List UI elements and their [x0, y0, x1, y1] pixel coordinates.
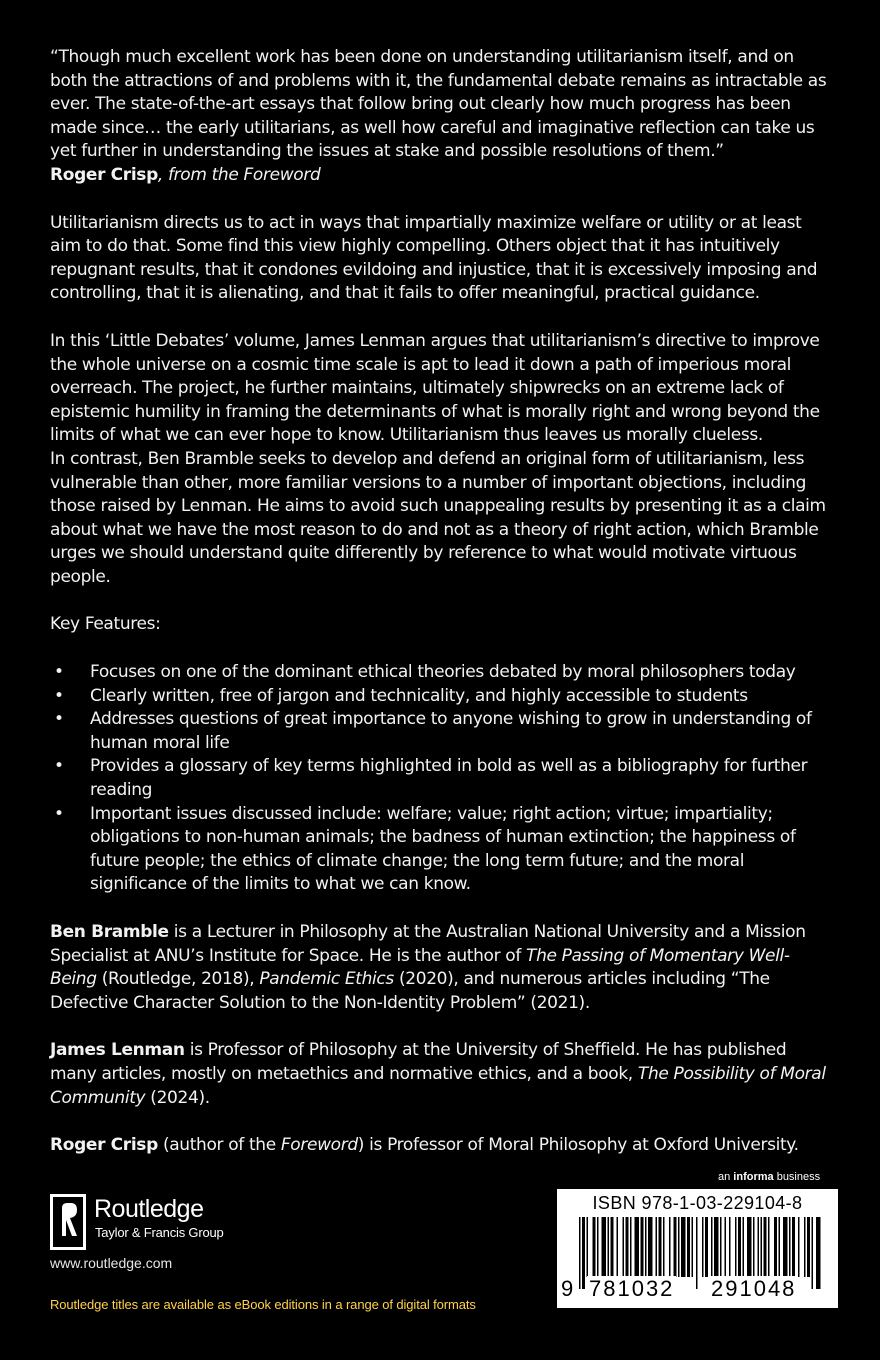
- publisher-website[interactable]: www.routledge.com: [50, 1255, 173, 1271]
- foreword-word: Foreword: [280, 1135, 358, 1156]
- barcode-bar: [705, 1217, 708, 1277]
- barcode-bar: [758, 1217, 760, 1277]
- barcode-bar: [641, 1217, 644, 1277]
- isbn-barcode: [557, 1189, 838, 1308]
- barcode-bar: [635, 1217, 640, 1277]
- barcode-bar: [738, 1217, 741, 1277]
- foreword-quote: [50, 46, 836, 188]
- book-title: Pandemic Ethics: [259, 969, 394, 990]
- barcode-bar: [626, 1217, 629, 1277]
- barcode-bar: [735, 1217, 737, 1277]
- barcode-bar: [747, 1217, 752, 1277]
- routledge-logo: [50, 1192, 280, 1252]
- barcode-bar: [611, 1217, 614, 1277]
- barcode-bar: [617, 1217, 619, 1277]
- quote-source: , from the Foreword: [157, 164, 321, 185]
- quote-author: Roger Crisp: [50, 164, 158, 185]
- publisher-name: Routledge: [94, 1195, 204, 1223]
- bullet-icon: •: [54, 685, 64, 706]
- barcode-bar: [663, 1217, 665, 1277]
- barcode-bar: [602, 1217, 607, 1277]
- feature-text: Important issues discussed include: welfare; value; right action; virtue; impartiality; obligations to non-human animals; the badness of human extinction; the happiness of future people; the ethics of climate change; the long term future; and the moral significance of the limits to what we can know.: [90, 803, 796, 895]
- barcode-bar: [729, 1217, 731, 1277]
- lenman-name: James Lenman: [50, 1040, 185, 1061]
- barcode-bar: [648, 1217, 653, 1277]
- barcode-bar: [792, 1217, 795, 1277]
- bullet-icon: •: [54, 756, 64, 777]
- bullet-icon: •: [54, 662, 64, 683]
- barcode-bar: [623, 1217, 625, 1277]
- crisp-name: Roger Crisp: [50, 1135, 158, 1156]
- intro-paragraph: Utilitarianism directs us to act in ways that impartially maximize welfare or utility or at least aim to do that. Some find this view highly compelling. Others object that it has intuitively repugnant results, that it condones evildoing and injustice, that it is excessively imposing and controlling, that it is alienating, and that it fails to offer meaningful, practical guidance.: [50, 212, 818, 304]
- barcode-bar: [678, 1217, 680, 1277]
- list-item: [50, 755, 836, 802]
- barcode-bar: [804, 1217, 806, 1277]
- book-title: The Possibility of Moral Community: [50, 1063, 826, 1108]
- routledge-emblem-icon: [50, 1194, 86, 1250]
- barcode-bar: [761, 1217, 763, 1277]
- barcode-bar: [669, 1217, 671, 1277]
- key-features-list: [50, 661, 836, 897]
- feature-text: Addresses questions of great importance to anyone wishing to grow in understanding of human moral life: [90, 709, 812, 753]
- publisher-group: Taylor & Francis Group: [95, 1225, 224, 1240]
- barcode-bar: [743, 1217, 745, 1277]
- barcode-bar: [725, 1217, 727, 1277]
- barcode-bar: [720, 1217, 722, 1277]
- barcode-bar: [608, 1217, 610, 1277]
- bramble-name: Ben Bramble: [50, 922, 169, 942]
- barcode-bar: [789, 1217, 791, 1277]
- feature-text: Focuses on one of the dominant ethical theories debated by moral philosophers today: [90, 662, 796, 683]
- feature-text: Provides a glossary of key terms highlighted in bold as well as a bibliography for further reading: [90, 756, 808, 801]
- barcode-left-digits: 781032: [589, 1276, 675, 1301]
- barcode-bar: [597, 1217, 599, 1277]
- barcode-bar: [659, 1217, 662, 1277]
- barcode-bar: [674, 1217, 677, 1277]
- barcode-bar: [753, 1217, 755, 1277]
- lenman-bio: James Lenman is Professor of Philosophy at the University of Sheffield. He has published many articles, mostly on metaethics and normative ethics, and a book, The Possibility of Moral Community (2024).: [50, 1040, 826, 1108]
- list-item: [50, 661, 836, 685]
- bullet-icon: •: [54, 803, 64, 824]
- barcode-bar: [768, 1217, 770, 1277]
- barcode-right-digits: 291048: [711, 1276, 797, 1301]
- barcode-bar: [692, 1217, 694, 1277]
- back-cover-text: [50, 46, 836, 1158]
- barcode-bar: [807, 1217, 810, 1277]
- bramble-summary: In contrast, Ben Bramble seeks to develop and defend an original form of utilitarianism, less vulnerable than other, more familiar versions to a number of important objections, including those raised by Lenman. He aims to avoid such unappealing results by presenting it as a claim about what we have the most reason to do and not as a theory of right action, which Bramble urges we should understand quite differently by reference to what would motivate virtuous people.: [50, 448, 826, 587]
- barcode-bar: [630, 1217, 632, 1277]
- barcode-bar: [687, 1217, 690, 1277]
- key-features-heading: Key Features:: [50, 614, 161, 635]
- bullet-icon: •: [54, 709, 64, 730]
- barcode-bar: [681, 1217, 686, 1277]
- barcode-bar: [702, 1217, 704, 1277]
- informa-tagline: an informa business: [718, 1171, 821, 1183]
- barcode-bar: [645, 1217, 647, 1277]
- book-title: The Passing of Momentary Well-Being: [50, 945, 790, 990]
- isbn-label: ISBN 978-1-03-229104-8: [592, 1193, 803, 1213]
- barcode-bar: [714, 1217, 719, 1277]
- lenman-summary: In this ‘Little Debates’ volume, James Lenman argues that utilitarianism’s directive to improve the whole universe on a cosmic time scale is apt to lead it down a path of imperious moral overreach. The project, he further maintains, ultimately shipwrecks on an extreme lack of epistemic humility in framing the determinants of what is morally right and wrong beyond the limits of what we can ever hope to know. Utilitarianism thus leaves us morally clueless.: [50, 330, 820, 446]
- bramble-bio: Ben Bramble is a Lecturer in Philosophy at the Australian National University and a Mission Specialist at ANU’s Institute for Space. He is the author of The Passing of Momentary Well-Being (Routledge, 2018), Pandemic Ethics (2020), and numerous articles including “The Defective Character Solution to the Non-Identity Problem” (2021).: [50, 922, 806, 1013]
- barcode-bar: [587, 1217, 589, 1277]
- list-item: [50, 708, 836, 755]
- feature-text: Clearly written, free of jargon and technicality, and highly accessible to students: [90, 685, 748, 706]
- barcode-bar: [656, 1217, 658, 1277]
- barcode-bar: [798, 1217, 800, 1277]
- crisp-bio: Roger Crisp (author of the Foreword) is Professor of Moral Philosophy at Oxford University.: [50, 1135, 799, 1156]
- barcode-bar: [764, 1217, 767, 1277]
- barcode-bar: [711, 1217, 713, 1277]
- list-item: [50, 685, 836, 709]
- barcode-bar: [783, 1217, 788, 1277]
- barcode-digits: [557, 1276, 838, 1302]
- barcode-bar: [774, 1217, 777, 1277]
- barcode-bar: [593, 1217, 596, 1277]
- ebook-note: Routledge titles are available as eBook editions in a range of digital formats: [50, 1297, 476, 1312]
- barcode-bar: [779, 1217, 781, 1277]
- list-item: [50, 803, 836, 897]
- quote-text: “Though much excellent work has been done on understanding utilitarianism itself, and on both the attractions of and problems with it, the fundamental debate remains as intractable as ever. The state-of-the-art essays that follow bring out clearly how much progress has been made since… the early utilitarians, as well how careful and imaginative reflection can take us yet further in understanding the issues at stake and possible resolutions of them.”: [50, 47, 827, 162]
- barcode-first-digit: 9: [561, 1276, 574, 1301]
